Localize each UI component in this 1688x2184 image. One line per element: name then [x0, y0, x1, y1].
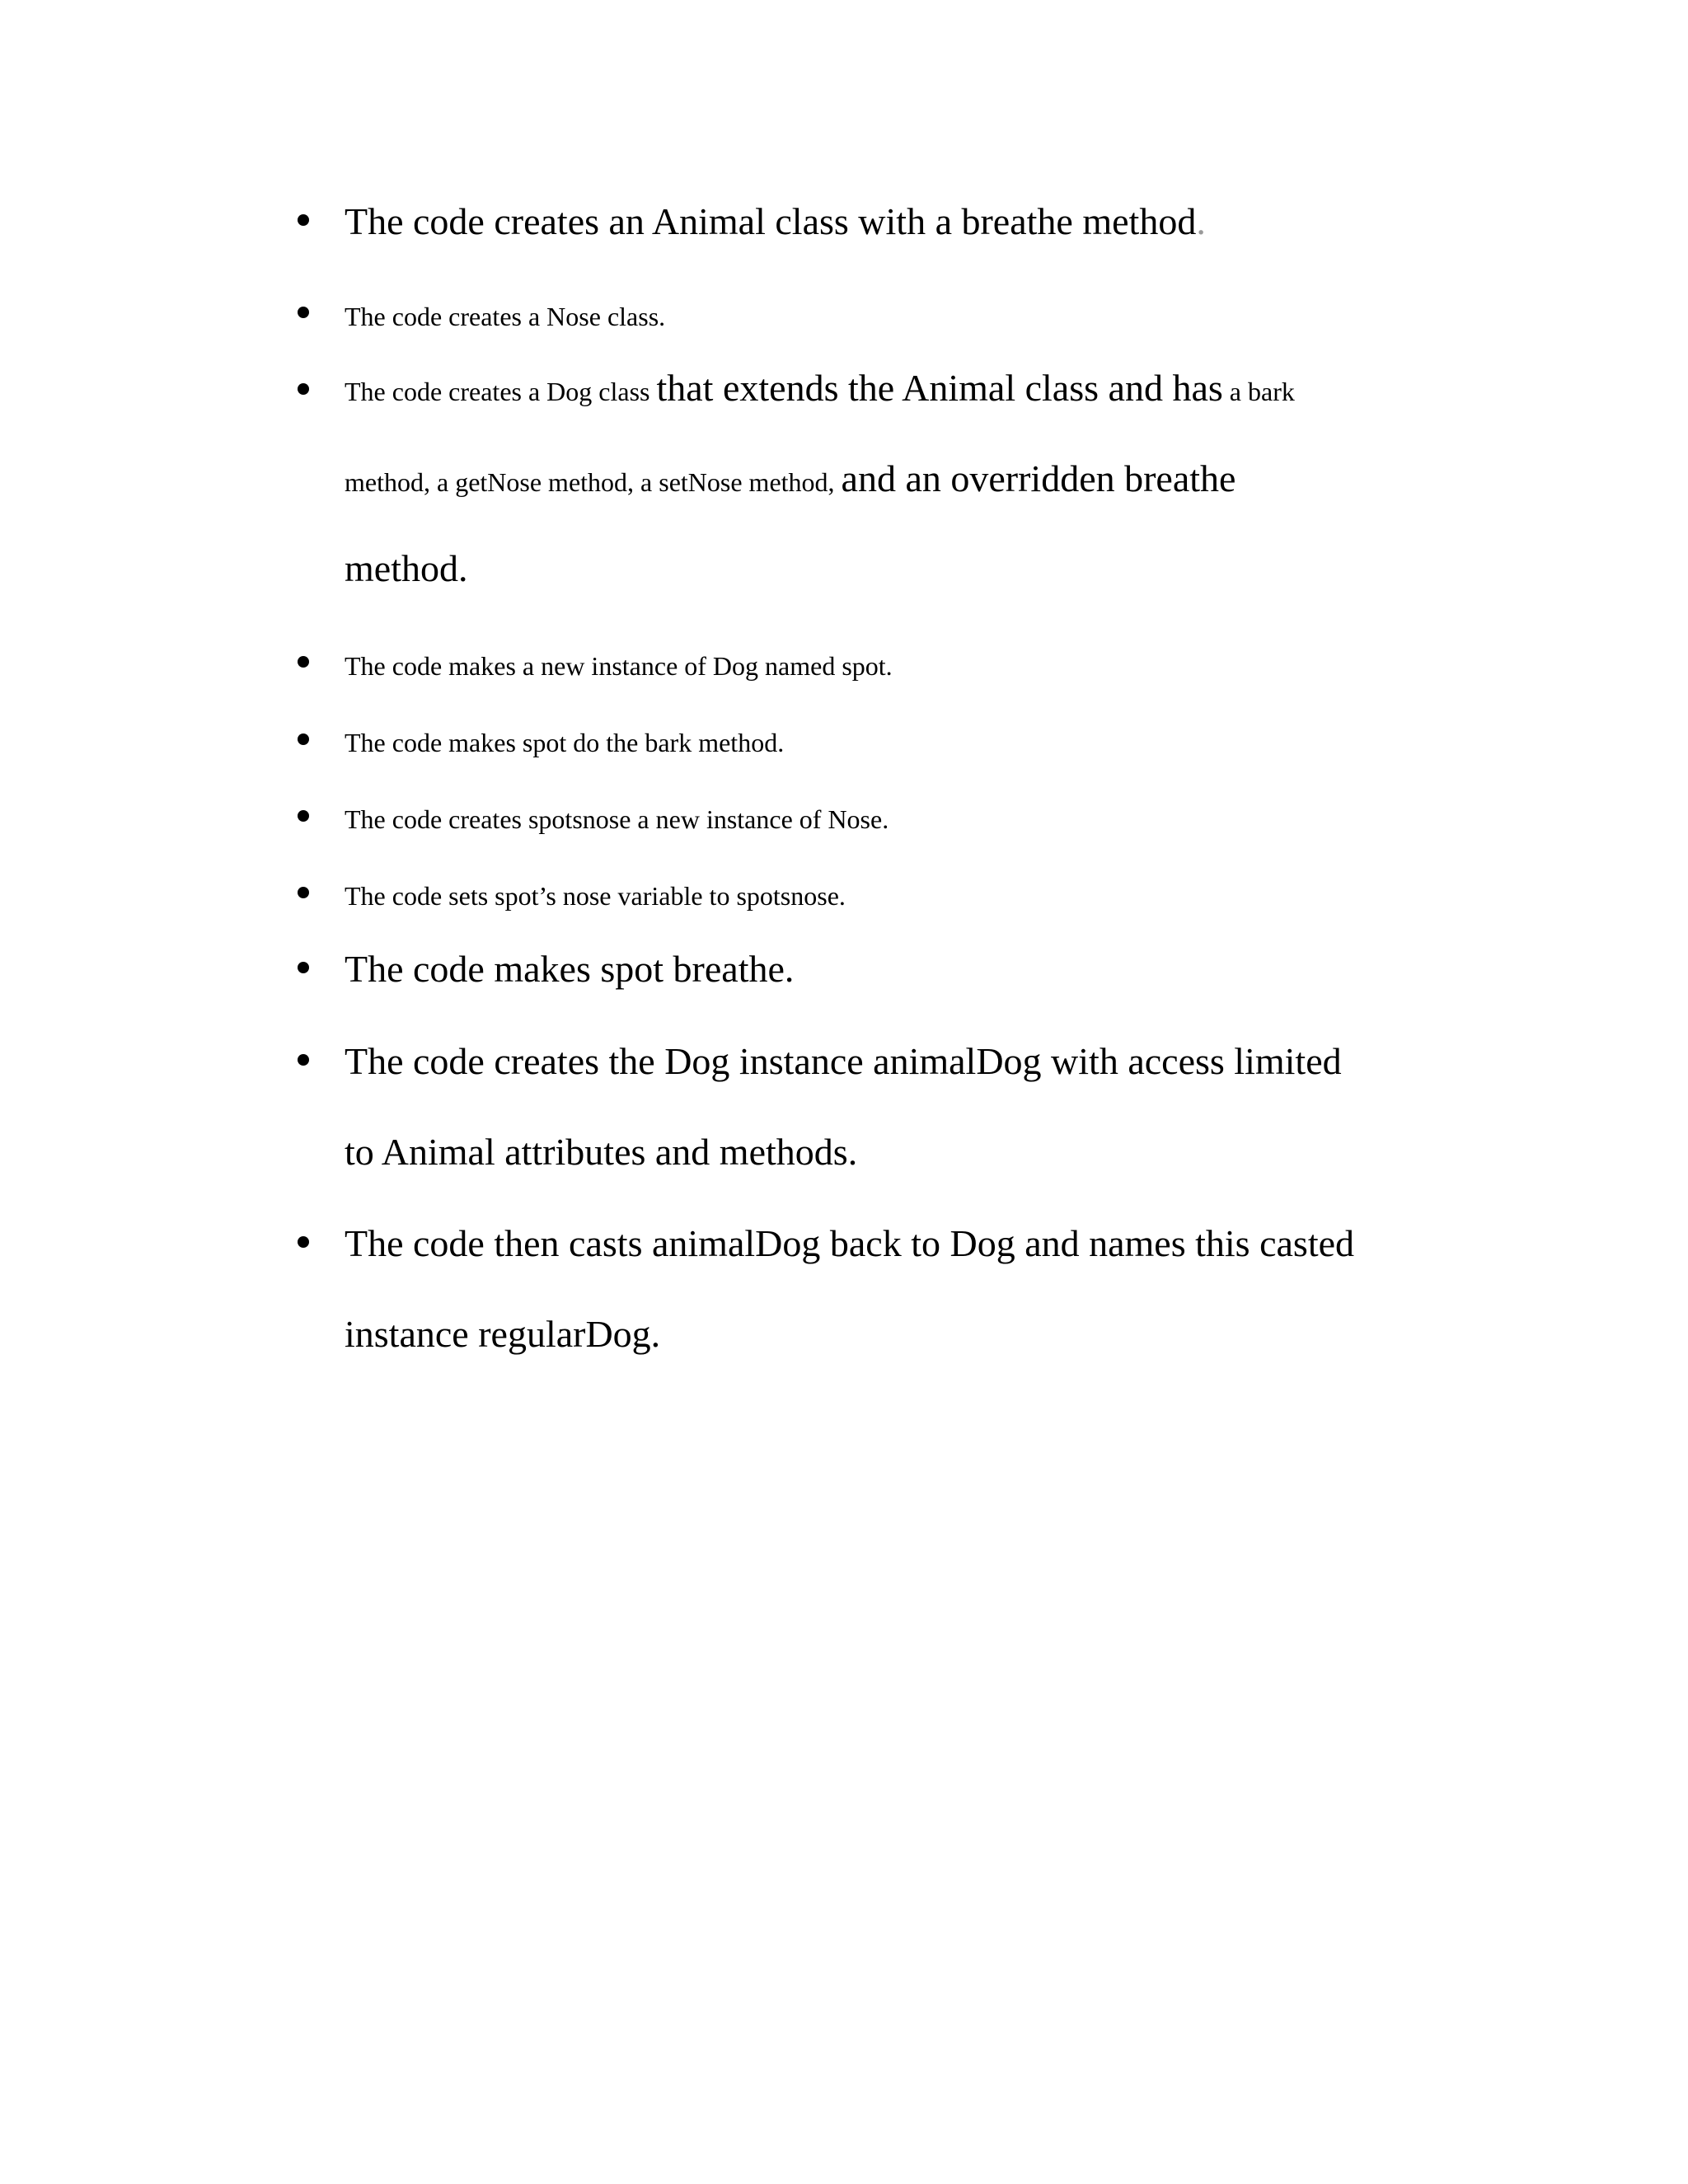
- list-item-line: [345, 1040, 1342, 1082]
- bullet-marker: [298, 1236, 309, 1248]
- list-item-text: and an overridden breathe: [841, 457, 1236, 499]
- list-item-line: [345, 1222, 1355, 1264]
- list-item-line: [345, 653, 893, 679]
- bullet-marker: [298, 810, 309, 822]
- bullet-marker: [298, 1054, 309, 1066]
- list-item-line: [345, 950, 794, 988]
- list-item-text: The code makes spot do the bark method.: [345, 728, 785, 757]
- list-item-text: The code sets spot’s nose variable to spotsnose.: [345, 881, 846, 911]
- list-item-text: The code creates a Nose class.: [345, 302, 666, 331]
- bullet-marker: [298, 214, 309, 226]
- list-item-line: [345, 200, 1206, 242]
- list-item-line: [345, 369, 1295, 407]
- bullet-marker: [298, 962, 309, 973]
- list-item-text: a bark: [1222, 377, 1295, 406]
- bullet-marker: [298, 383, 309, 395]
- list-item-line: [345, 457, 1236, 499]
- list-item-text: that extends the Animal class and has: [656, 367, 1223, 409]
- list-item-line: [345, 1133, 857, 1171]
- list-item-text: method, a getNose method, a setNose method,: [345, 467, 842, 497]
- bullet-marker: [298, 887, 309, 898]
- list-item-text: .: [1196, 200, 1206, 242]
- list-item-text: The code creates spotsnose a new instance of Nose.: [345, 804, 889, 834]
- list-item-line: [345, 547, 468, 589]
- list-item-line: [345, 303, 665, 330]
- bullet-marker: [298, 307, 309, 318]
- list-item-text: The code creates an Animal class with a breathe method: [345, 200, 1197, 242]
- list-item-text: method.: [345, 547, 468, 589]
- list-item-text: to Animal attributes and methods.: [345, 1131, 858, 1173]
- list-item-text: The code makes a new instance of Dog named spot.: [345, 651, 893, 681]
- bullet-marker: [298, 656, 309, 668]
- list-item-line: [345, 1315, 660, 1353]
- list-item-line: [345, 806, 889, 832]
- list-item-line: [345, 729, 784, 756]
- list-item-line: [345, 883, 846, 909]
- list-item-text: instance regularDog.: [345, 1313, 661, 1355]
- list-item-text: The code makes spot breathe.: [345, 948, 795, 990]
- list-item-text: The code then casts animalDog back to Dog and names this casted: [345, 1222, 1355, 1264]
- list-item-text: The code creates a Dog class: [345, 377, 657, 406]
- list-item-text: The code creates the Dog instance animalDog with access limited: [345, 1040, 1342, 1082]
- bullet-marker: [298, 733, 309, 745]
